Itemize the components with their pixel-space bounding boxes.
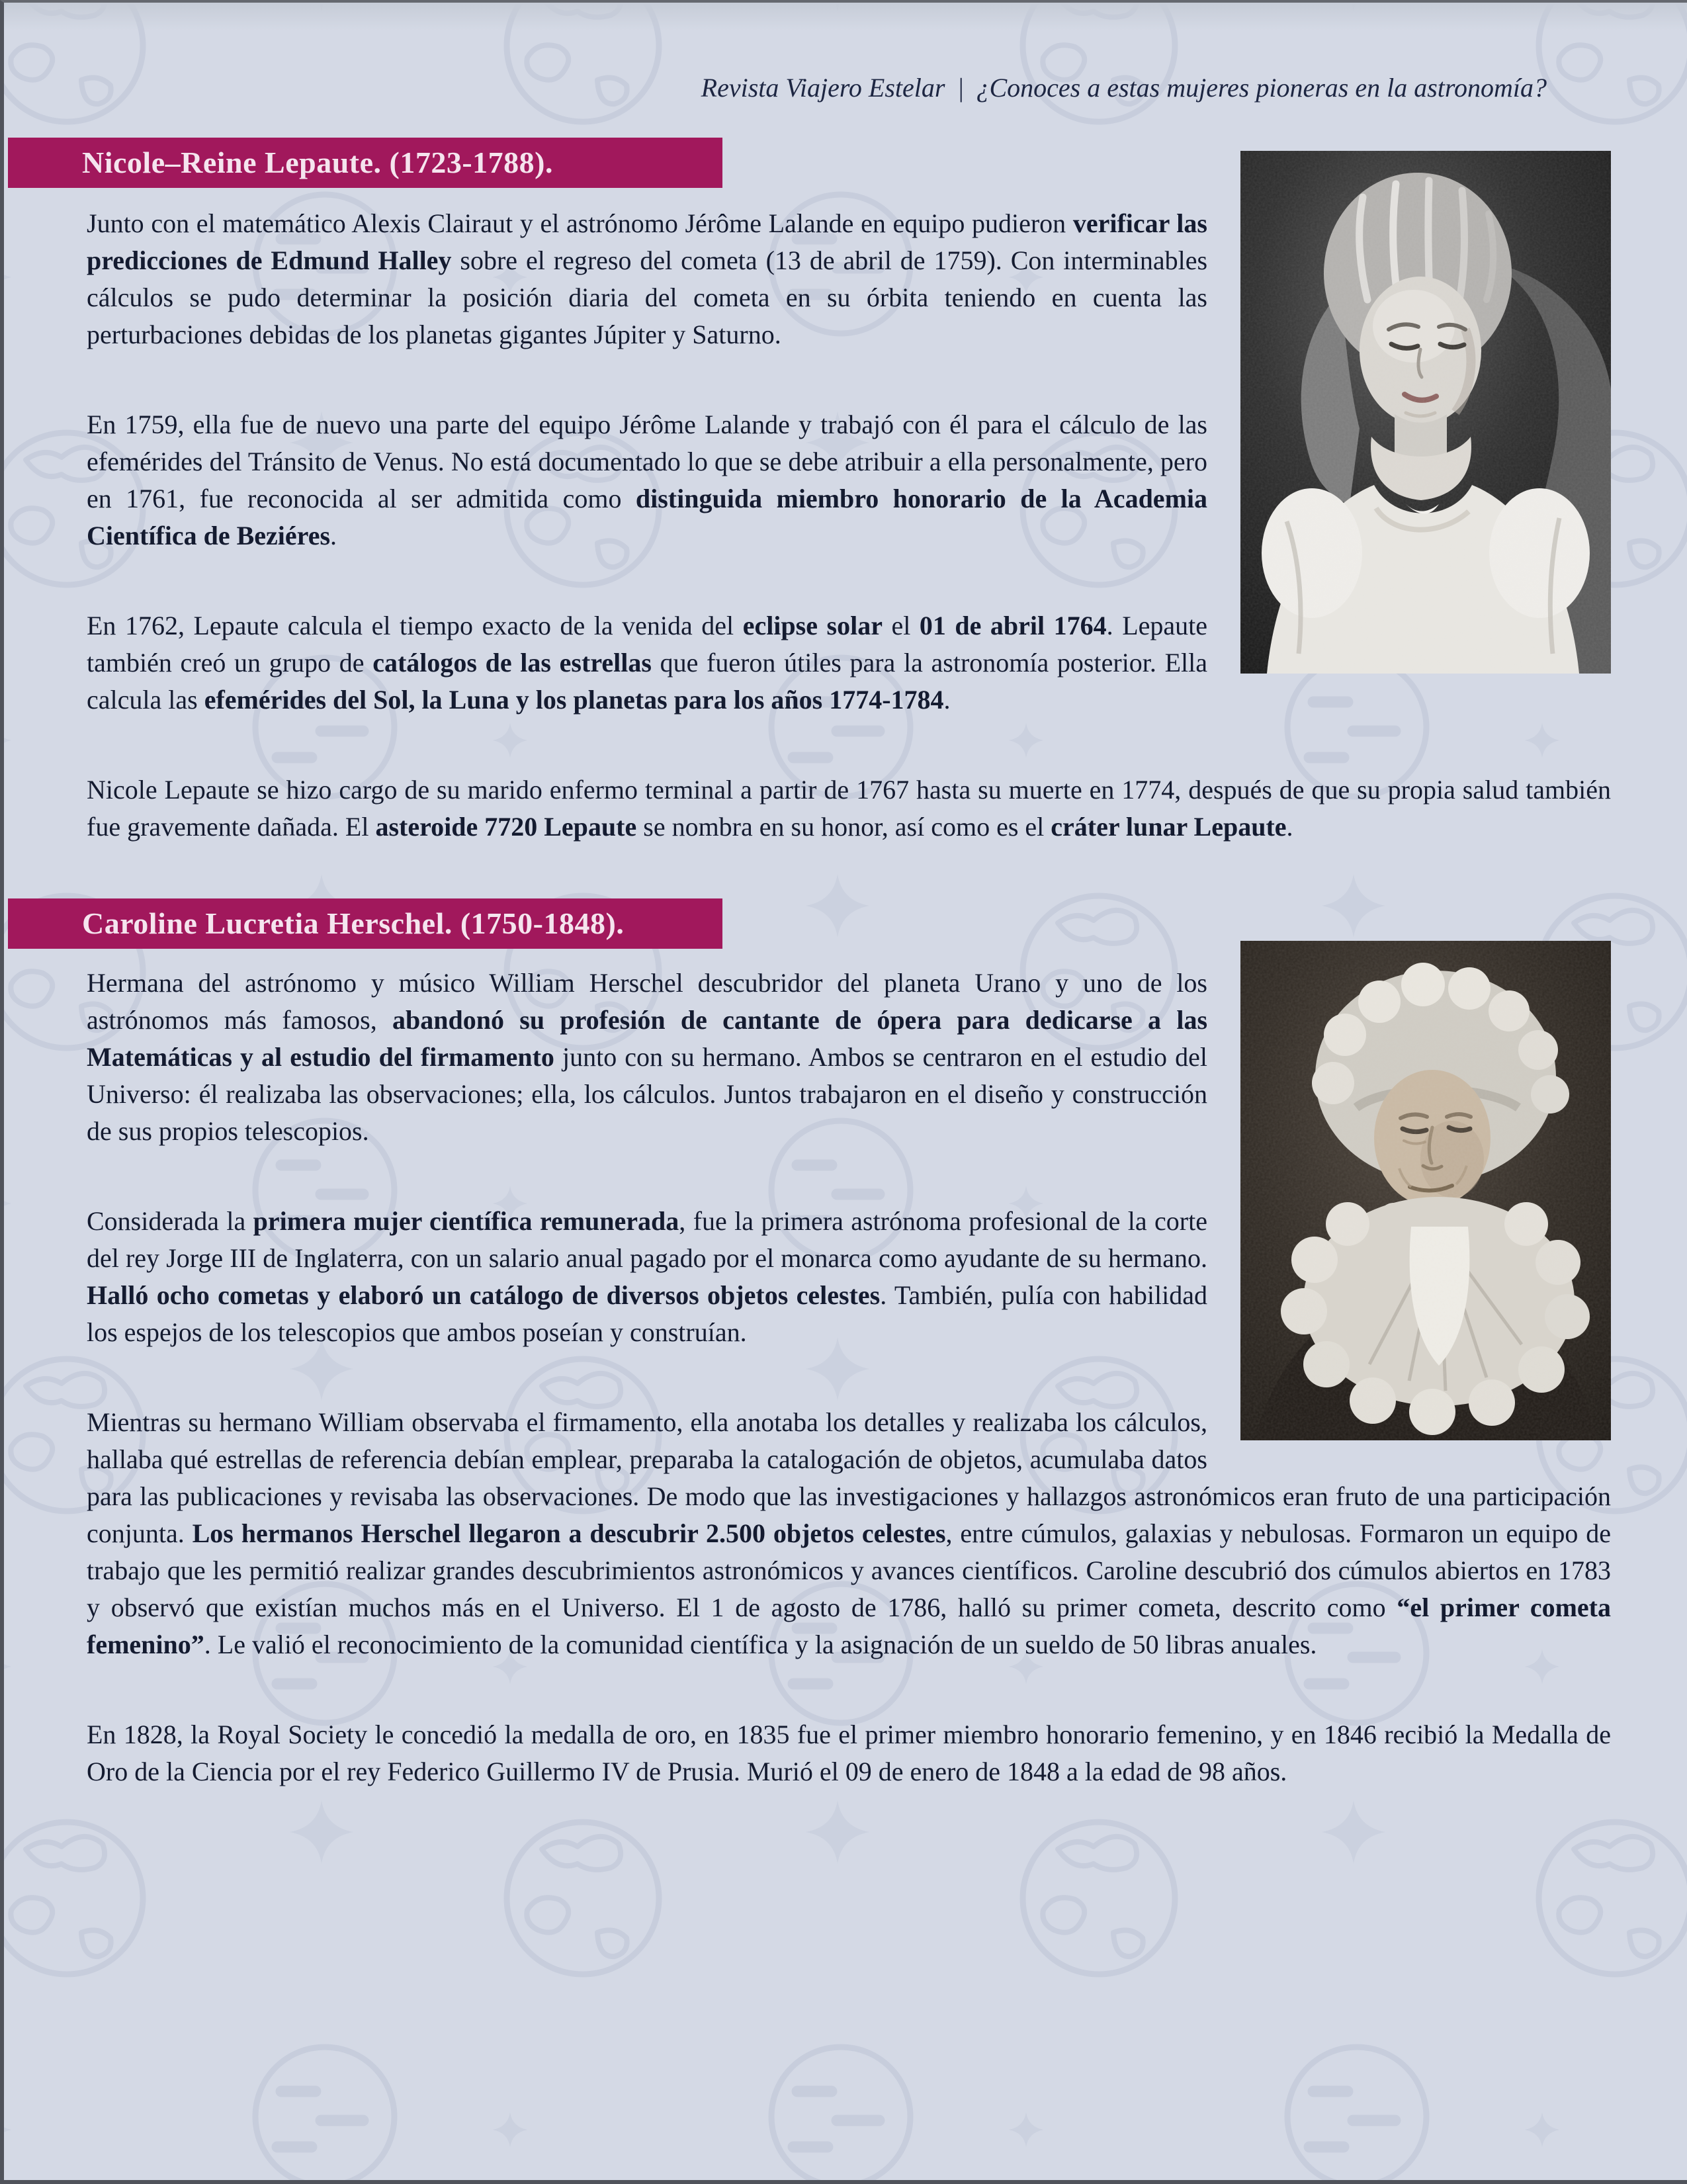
portrait-nicole-lepaute <box>1240 151 1611 674</box>
magazine-title: Revista Viajero Estelar <box>701 73 945 103</box>
section-title-herschel: Caroline Lucretia Herschel. (1750-1848). <box>8 898 722 949</box>
paragraph: Nicole Lepaute se hizo cargo de su marido enfermo terminal a partir de 1767 hasta su muerte en 1774, después de que su propia salud también fue gravemente dañada. El asteroide 7720 Lepaute se nombra en su honor, así como es el cráter lunar Lepaute. <box>87 775 1611 842</box>
header-article-question: ¿Conoces a estas mujeres pioneras en la astronomía? <box>976 73 1547 103</box>
section-lepaute-body <box>4 205 1687 846</box>
section-title-lepaute: Nicole–Reine Lepaute. (1723-1788). <box>8 138 722 188</box>
paragraph: Mientras su hermano William observaba el firmamento, ella anotaba los detalles y realizaba los cálculos, hallaba qué estrellas de referencia debían emplear, preparaba la catalogación de objetos, acumulaba datos para las publicaciones y revisaba las observaciones. De modo que las investigaciones y hallazgos astronómicos eran fruto de una participación conjunta. Los hermanos Herschel llegaron a descubrir 2.500 objetos celestes, entre cúmulos, galaxias y nebulosas. Formaron un equipo de trabajo que les permitió realizar grandes descubrimientos astronómicos y avances científicos. Caroline descubrió dos cúmulos abiertos en 1783 y observó que existían muchos más en el Universo. El 1 de agosto de 1786, halló su primer cometa, descrito como “el primer cometa femenino”. Le valió el reconocimiento de la comunidad científica y la asignación de un sueldo de 50 libras anuales. <box>87 1407 1612 1659</box>
paragraph: En 1762, Lepaute calcula el tiempo exacto de la venida del eclipse solar el 01 de abril 1764. Lepaute también creó un grupo de catálogos de las estrellas que fueron útiles para la astronomía posterior. Ella calcula las efemérides del Sol, la Luna y los planetas para los años 1774-1784. <box>87 611 1208 715</box>
page-header <box>4 3 1687 105</box>
portrait-caroline-herschel <box>1240 941 1611 1440</box>
paragraph: En 1828, la Royal Society le concedió la medalla de oro, en 1835 fue el primer miembro honorario femenino, y en 1846 recibió la Medalla de Oro de la Ciencia por el rey Federico Guillermo IV de Prusia. Murió el 09 de enero de 1848 a la edad de 98 años. <box>87 1720 1611 1786</box>
portrait-nicole-lepaute-image <box>1240 151 1611 674</box>
paragraph: Considerada la primera mujer científica remunerada, fue la primera astrónoma profesional de la corte del rey Jorge III de Inglaterra, con un salario anual pagado por el monarca como ayudante de su hermano. Halló ocho cometas y elaboró un catálogo de diversos objetos celestes. También, pulía con habilidad los espejos de los telescopios que ambos poseían y construían. <box>87 1206 1208 1347</box>
paragraph: Hermana del astrónomo y músico William Herschel descubridor del planeta Urano y uno de los astrónomos más famosos, abandonó su profesión de cantante de ópera para dedicarse a las Matemáticas y al estudio del firmamento junto con su hermano. Ambos se centraron en el estudio del Universo: él realizaba las observaciones; ella, los cálculos. Juntos trabajaron en el diseño y construcción de sus propios telescopios. <box>87 968 1208 1146</box>
header-separator: | <box>957 73 965 103</box>
paragraph: En 1759, ella fue de nuevo una parte del equipo Jérôme Lalande y trabajó con él para el cálculo de las efemérides del Tránsito de Venus. No está documentado lo que se debe atribuir a ella personalmente, pero en 1761, fue reconocida al ser admitida como distinguida miembro honorario de la Academia Científica de Beziéres. <box>87 410 1207 550</box>
section-herschel-body <box>4 965 1687 1790</box>
paragraph: Junto con el matemático Alexis Clairaut y el astrónomo Jérôme Lalande en equipo pudieron verificar las predicciones de Edmund Halley sobre el regreso del cometa (13 de abril de 1759). Con interminables cálculos se pudo determinar la posición diaria del cometa en su órbita teniendo en cuenta las perturbaciones debidas de los planetas gigantes Júpiter y Saturno. <box>87 208 1208 349</box>
portrait-caroline-herschel-image <box>1240 941 1611 1440</box>
